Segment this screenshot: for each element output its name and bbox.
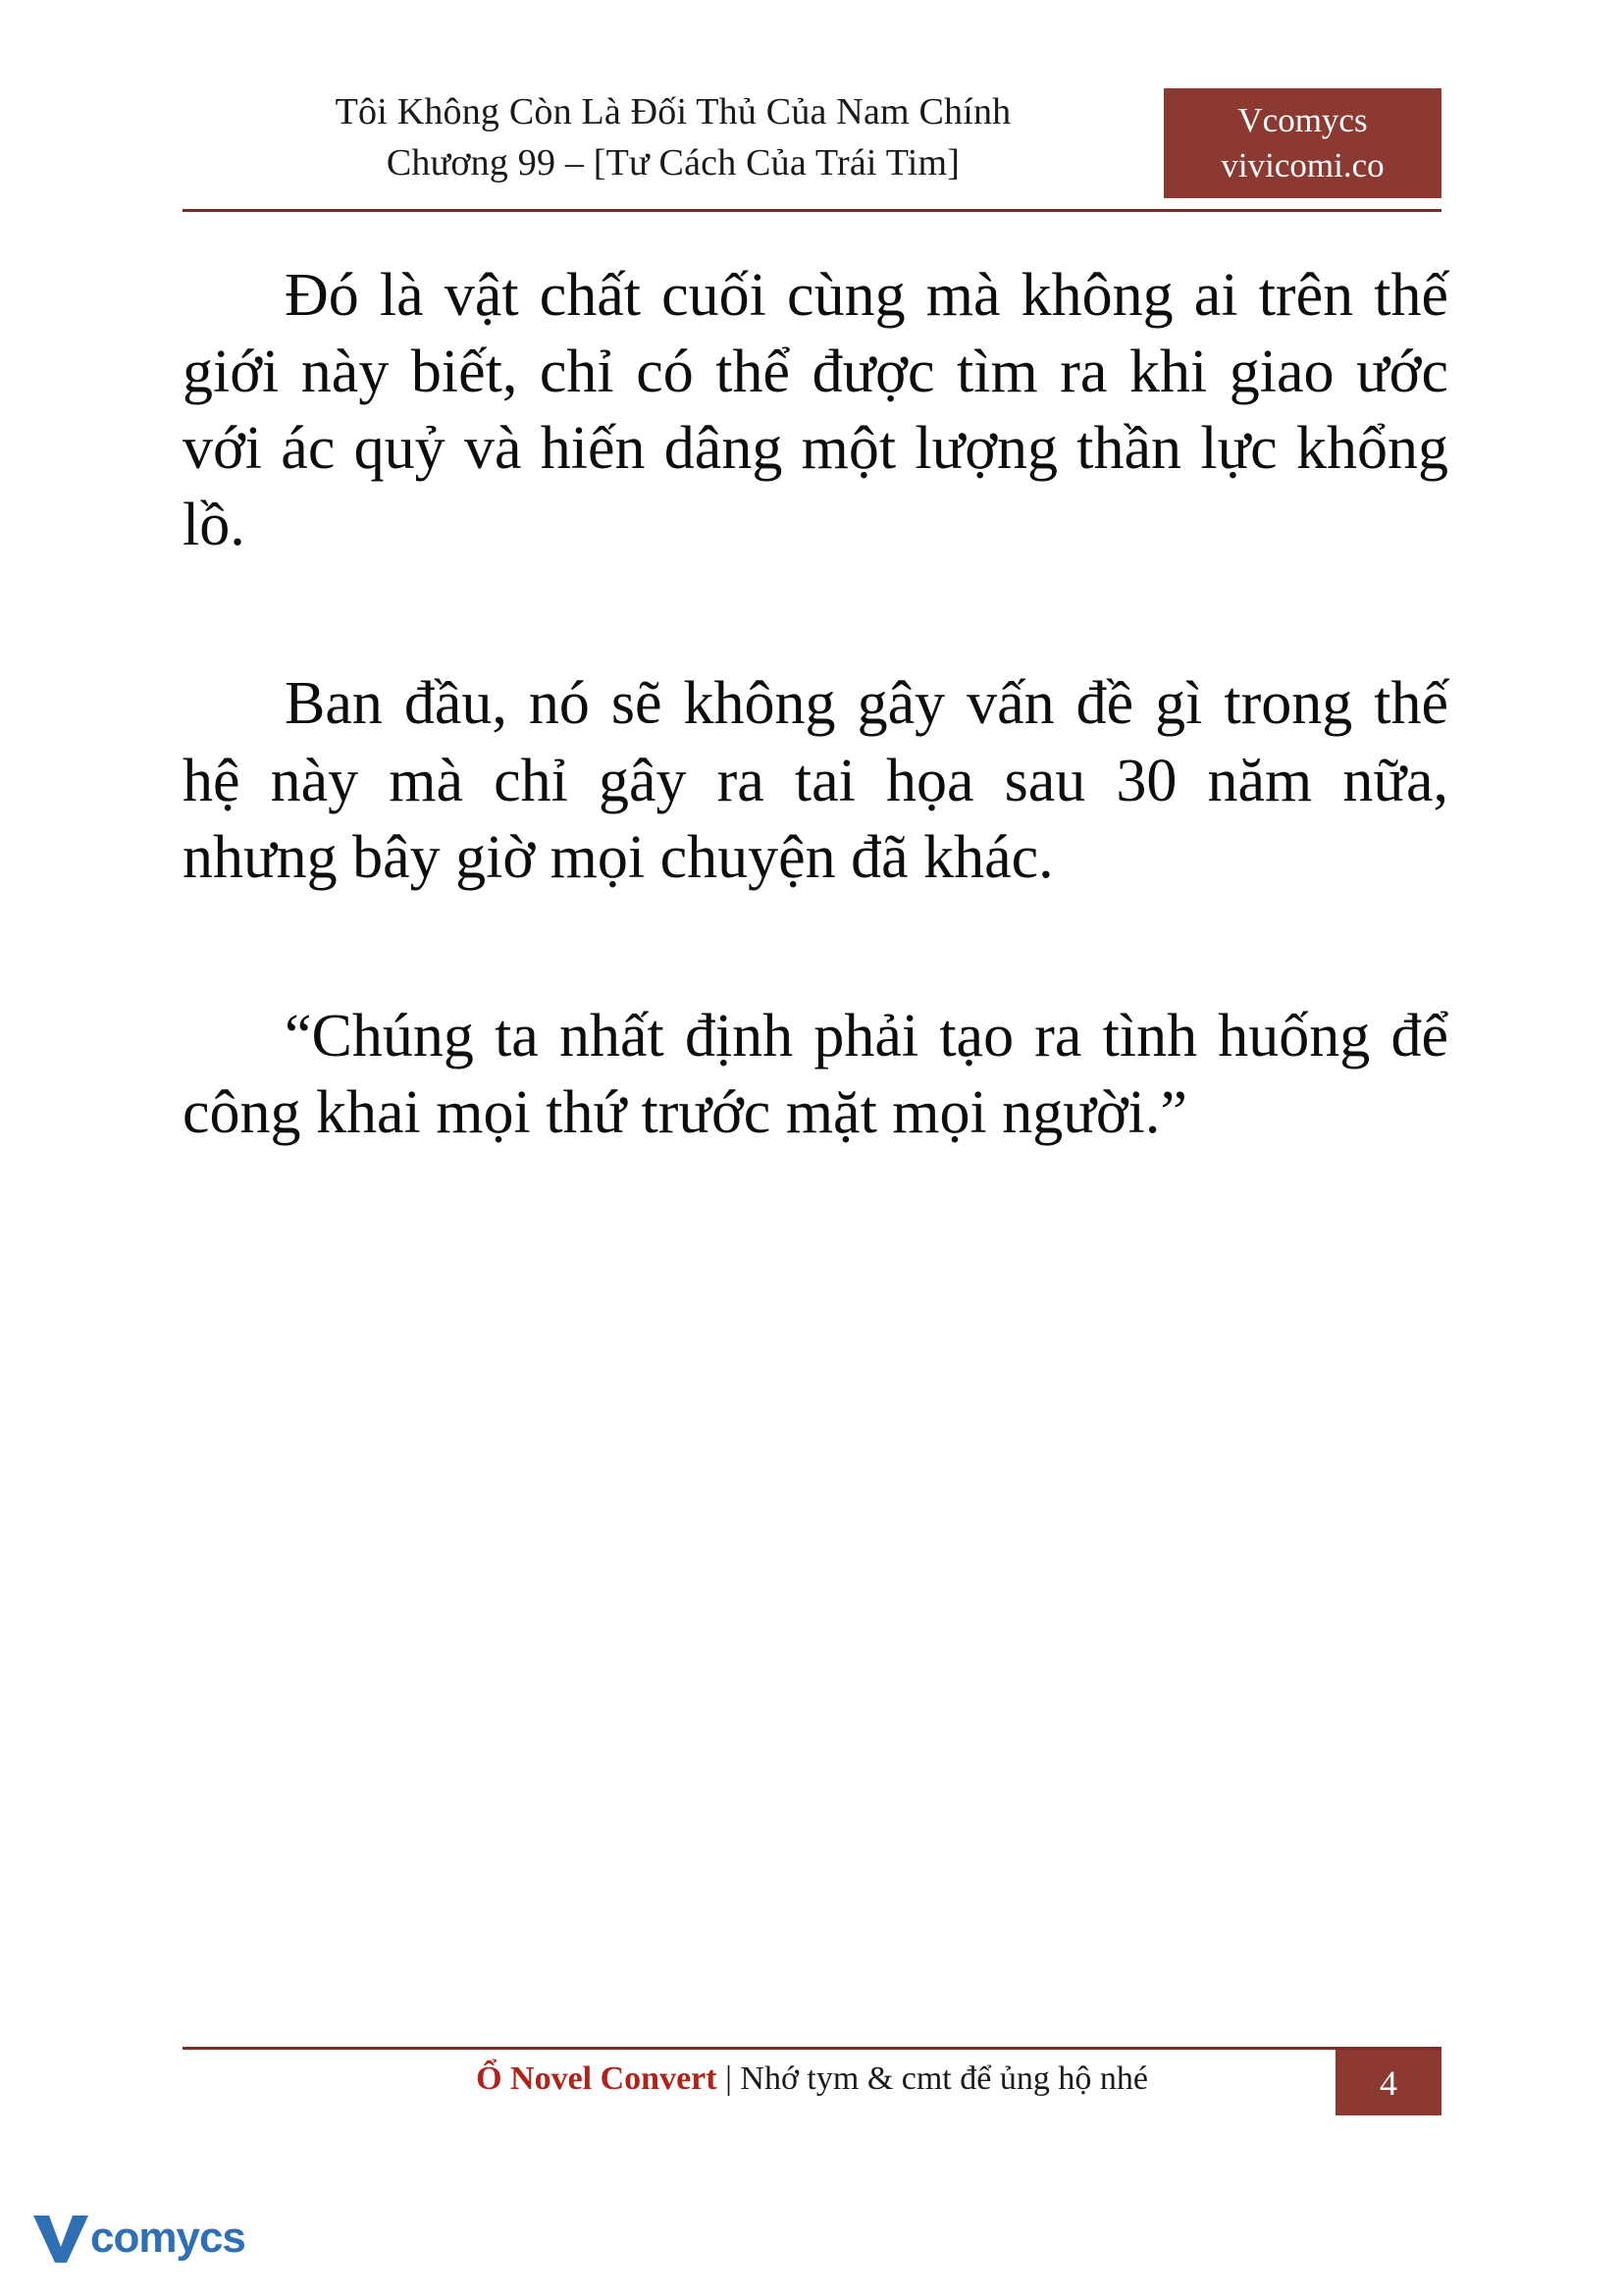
vcomycs-watermark-logo xyxy=(33,2204,245,2272)
header-title-line2: Chương 99 – [Tư Cách Của Trái Tim] xyxy=(386,142,961,184)
header-divider xyxy=(183,209,1441,212)
page-content xyxy=(183,257,1448,1151)
site-badge[interactable] xyxy=(1164,88,1441,198)
logo-v-icon xyxy=(33,2212,88,2265)
paragraph: Đó là vật chất cuối cùng mà không ai trên thế giới này biết, chỉ có thể được tìm ra khi giao ước với ác quỷ và hiến dâng một lượng thần lực khổng lồ. xyxy=(183,262,1448,559)
footer-credit xyxy=(183,2060,1441,2098)
site-badge-name: Vcomycs xyxy=(1237,100,1368,139)
header-title-line1: Tôi Không Còn Là Đối Thủ Của Nam Chính xyxy=(335,91,1012,132)
footer-separator: | xyxy=(716,2060,741,2097)
page-number-badge: 4 xyxy=(1336,2050,1441,2115)
footer-brand: Ổ Novel Convert xyxy=(476,2060,717,2097)
footer-note: Nhớ tym & cmt để ủng hộ nhé xyxy=(740,2060,1148,2097)
logo-text: comycs xyxy=(90,2214,245,2262)
page-footer xyxy=(183,2047,1441,2115)
header-title xyxy=(183,86,1164,189)
footer-divider xyxy=(183,2047,1441,2050)
paragraph: “Chúng ta nhất định phải tạo ra tình huống để công khai mọi thứ trước mặt mọi người.” xyxy=(183,1002,1448,1146)
site-badge-url: vivicomi.co xyxy=(1221,146,1385,184)
page-header xyxy=(183,86,1441,212)
paragraph: Ban đầu, nó sẽ không gây vấn đề gì trong thế hệ này mà chỉ gây ra tai họa sau 30 năm nữa, nhưng bây giờ mọi chuyện đã khác. xyxy=(183,670,1448,891)
